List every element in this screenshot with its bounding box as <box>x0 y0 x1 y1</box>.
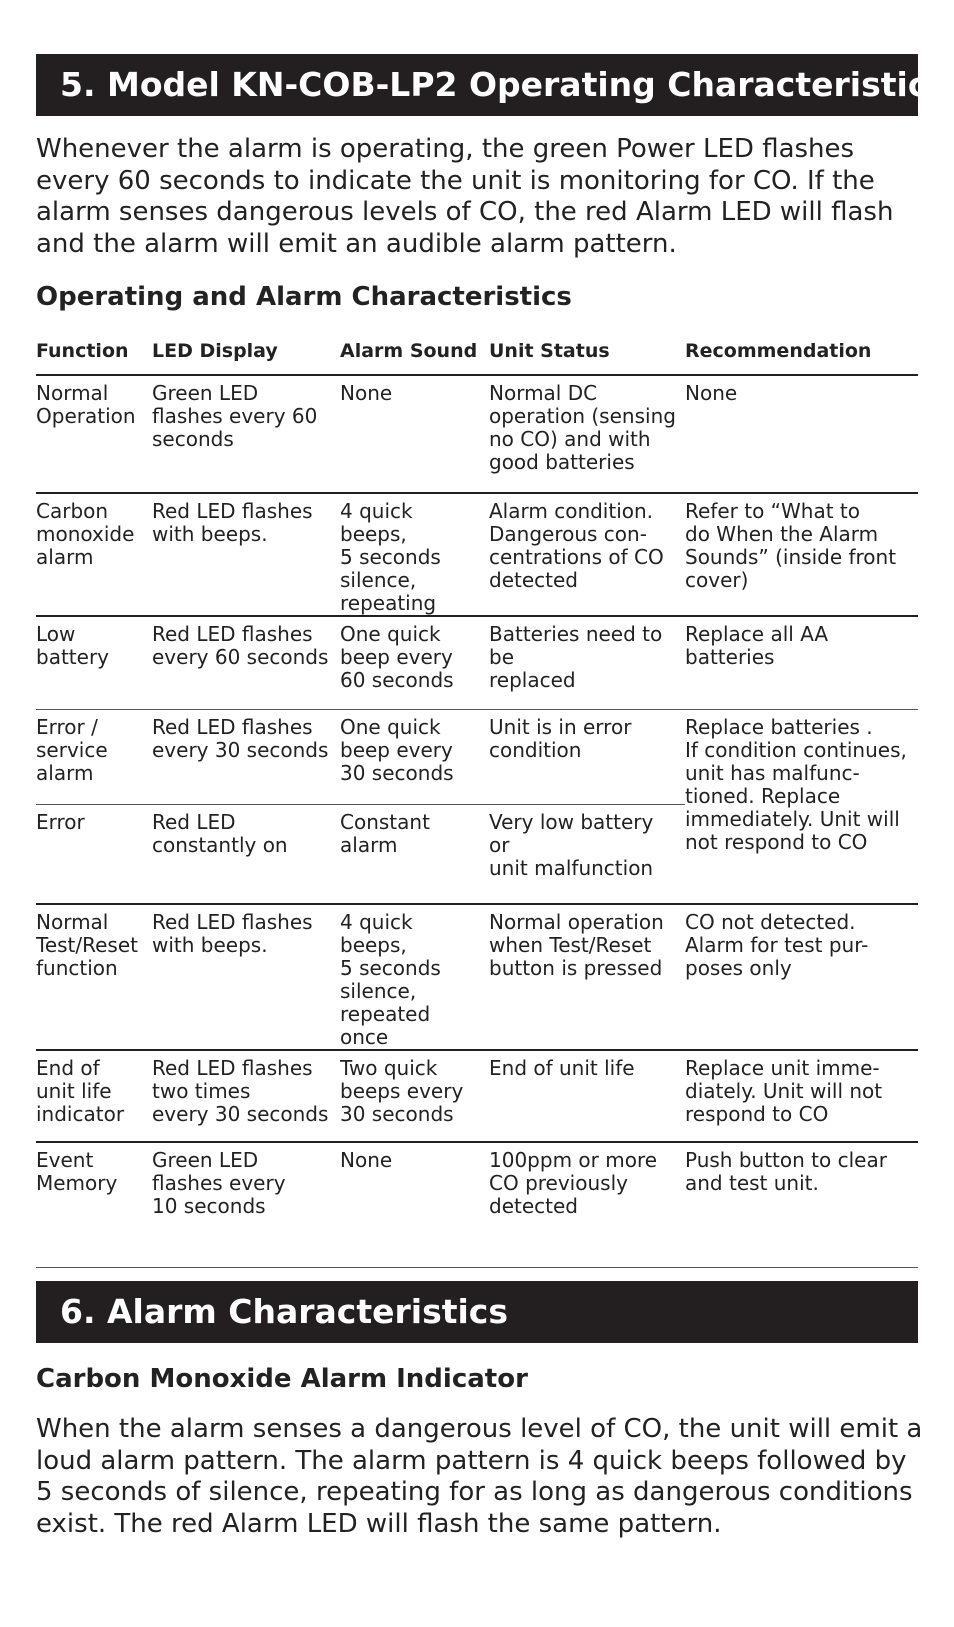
table-cell: Red LED flashes every 60 seconds <box>152 616 340 710</box>
table-cell: Red LED flashes with beeps. <box>152 904 340 1050</box>
col-header-function: Function <box>36 340 152 375</box>
table-cell: Replace unit imme- diately. Unit will not respond to CO <box>685 1050 918 1142</box>
table-cell: Alarm condition. Dangerous con- centrations of CO detected <box>489 493 685 616</box>
table-cell: Constant alarm <box>340 805 489 905</box>
table-cell: Very low battery or unit malfunction <box>489 805 685 905</box>
table-cell: None <box>685 375 918 493</box>
table-cell: Replace all AA batteries <box>685 616 918 710</box>
table-cell: One quick beep every 60 seconds <box>340 616 489 710</box>
table-cell: None <box>340 1142 489 1268</box>
table-cell: Error / service alarm <box>36 710 152 805</box>
section-6-heading: 6. Alarm Characteristics <box>36 1281 918 1343</box>
table-row <box>36 1050 918 1142</box>
table-cell: One quick beep every 30 seconds <box>340 710 489 805</box>
table-cell: Event Memory <box>36 1142 152 1268</box>
table-title: Operating and Alarm Characteristics <box>36 282 572 312</box>
table-cell: Normal DC operation (sensing no CO) and with good batteries <box>489 375 685 493</box>
table-row <box>36 493 918 616</box>
table-cell: None <box>340 375 489 493</box>
col-header-alarm-sound: Alarm Sound <box>340 340 489 375</box>
table-row <box>36 904 918 1050</box>
table-row <box>36 616 918 710</box>
section-5-heading: 5. Model KN-COB-LP2 Operating Characteristics <box>36 54 918 116</box>
table-cell: Red LED constantly on <box>152 805 340 905</box>
operating-characteristics-table <box>36 340 918 1268</box>
table-cell: 4 quick beeps, 5 seconds silence, repeated once <box>340 904 489 1050</box>
table-cell: Refer to “What to do When the Alarm Sounds” (inside front cover) <box>685 493 918 616</box>
table-cell: Red LED flashes two times every 30 seconds <box>152 1050 340 1142</box>
table-cell: Unit is in error condition <box>489 710 685 805</box>
table-cell: Green LED flashes every 10 seconds <box>152 1142 340 1268</box>
table-cell: 4 quick beeps, 5 seconds silence, repeating <box>340 493 489 616</box>
table-cell: Push button to clear and test unit. <box>685 1142 918 1268</box>
table-row <box>36 710 918 805</box>
table-cell-merged: Replace batteries . If condition continues, unit has malfunc- tioned. Replace immediately. Unit will not respond to CO <box>685 710 918 905</box>
table-cell: Normal Operation <box>36 375 152 493</box>
section-6-body: When the alarm senses a dangerous level of CO, the unit will emit a loud alarm pattern. The alarm pattern is 4 quick beeps followed by 5 seconds of silence, repeating for as long as dangerous conditions exist. The red Alarm LED will flash the same pattern. <box>36 1414 923 1539</box>
col-header-led-display: LED Display <box>152 340 340 375</box>
table-cell: Red LED flashes with beeps. <box>152 493 340 616</box>
table-header-row <box>36 340 918 375</box>
col-header-unit-status: Unit Status <box>489 340 685 375</box>
col-header-recommendation: Recommendation <box>685 340 918 375</box>
table-cell: Low battery <box>36 616 152 710</box>
table-cell: Green LED flashes every 60 seconds <box>152 375 340 493</box>
table-cell: Batteries need to be replaced <box>489 616 685 710</box>
table-cell: Normal operation when Test/Reset button is pressed <box>489 904 685 1050</box>
table-cell: Normal Test/Reset function <box>36 904 152 1050</box>
table-cell: End of unit life indicator <box>36 1050 152 1142</box>
section-5-intro: Whenever the alarm is operating, the green Power LED flashes every 60 seconds to indicate the unit is monitoring for CO. If the alarm senses dangerous levels of CO, the red Alarm LED will flash and the alarm will emit an audible alarm pattern. <box>36 134 894 259</box>
table-row <box>36 375 918 493</box>
table-cell: Two quick beeps every 30 seconds <box>340 1050 489 1142</box>
table-cell: Red LED flashes every 30 seconds <box>152 710 340 805</box>
table-row <box>36 1142 918 1268</box>
table-cell: 100ppm or more CO previously detected <box>489 1142 685 1268</box>
table-cell: CO not detected. Alarm for test pur- poses only <box>685 904 918 1050</box>
table-cell: Error <box>36 805 152 905</box>
section-6-subtitle: Carbon Monoxide Alarm Indicator <box>36 1364 528 1394</box>
table-cell: End of unit life <box>489 1050 685 1142</box>
table-cell: Carbon monoxide alarm <box>36 493 152 616</box>
